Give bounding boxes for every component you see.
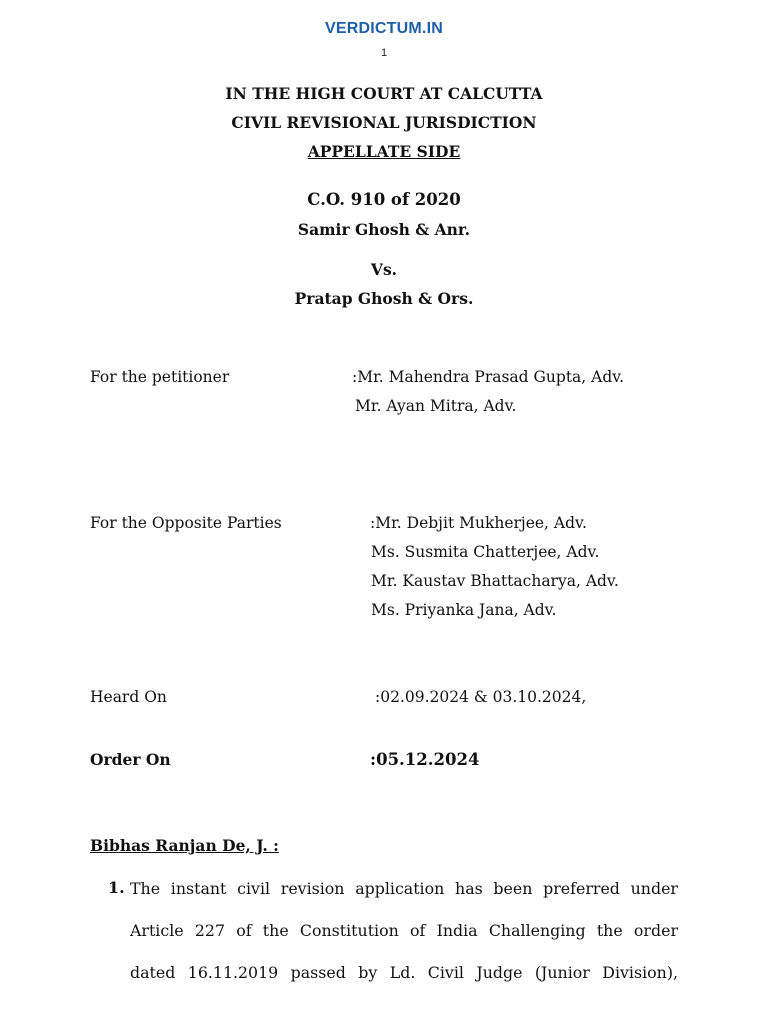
watermark-header: VERDICTUM.IN <box>325 20 443 37</box>
petitioner-label: For the petitioner <box>90 368 230 386</box>
page-number: 1 <box>380 47 388 59</box>
petitioner-party: Samir Ghosh & Anr. <box>297 220 471 239</box>
order-label: Order On <box>90 750 171 769</box>
opposite-label: For the Opposite Parties <box>90 514 282 532</box>
jurisdiction: CIVIL REVISIONAL JURISDICTION <box>231 113 537 132</box>
judge-name: Bibhas Ranjan De, J. : <box>90 836 279 855</box>
versus: Vs. <box>370 260 398 279</box>
petitioner-counsel-1: :Mr. Mahendra Prasad Gupta, Adv. <box>352 368 625 386</box>
opposite-counsel-2: Ms. Susmita Chatterjee, Adv. <box>371 543 600 561</box>
case-number: C.O. 910 of 2020 <box>307 190 461 209</box>
paragraph-line-2: Article 227 of the Constitution of India Challenging the order <box>130 921 678 940</box>
paragraph-number: 1. <box>108 878 125 897</box>
side: APPELLATE SIDE <box>307 142 461 161</box>
order-value: :05.12.2024 <box>370 750 480 769</box>
opposite-counsel-4: Ms. Priyanka Jana, Adv. <box>371 601 557 619</box>
opposite-counsel-1: :Mr. Debjit Mukherjee, Adv. <box>370 514 587 532</box>
paragraph-line-1: The instant civil revision application has been preferred under <box>130 879 678 898</box>
respondent-party: Pratap Ghosh & Ors. <box>294 289 474 308</box>
court-name: IN THE HIGH COURT AT CALCUTTA <box>225 84 543 103</box>
petitioner-counsel-2: Mr. Ayan Mitra, Adv. <box>355 397 517 415</box>
heard-label: Heard On <box>90 688 167 706</box>
opposite-counsel-3: Mr. Kaustav Bhattacharya, Adv. <box>371 572 619 590</box>
paragraph-line-3: dated 16.11.2019 passed by Ld. Civil Judge (Junior Division), <box>130 963 678 982</box>
heard-value: :02.09.2024 & 03.10.2024, <box>375 688 587 706</box>
